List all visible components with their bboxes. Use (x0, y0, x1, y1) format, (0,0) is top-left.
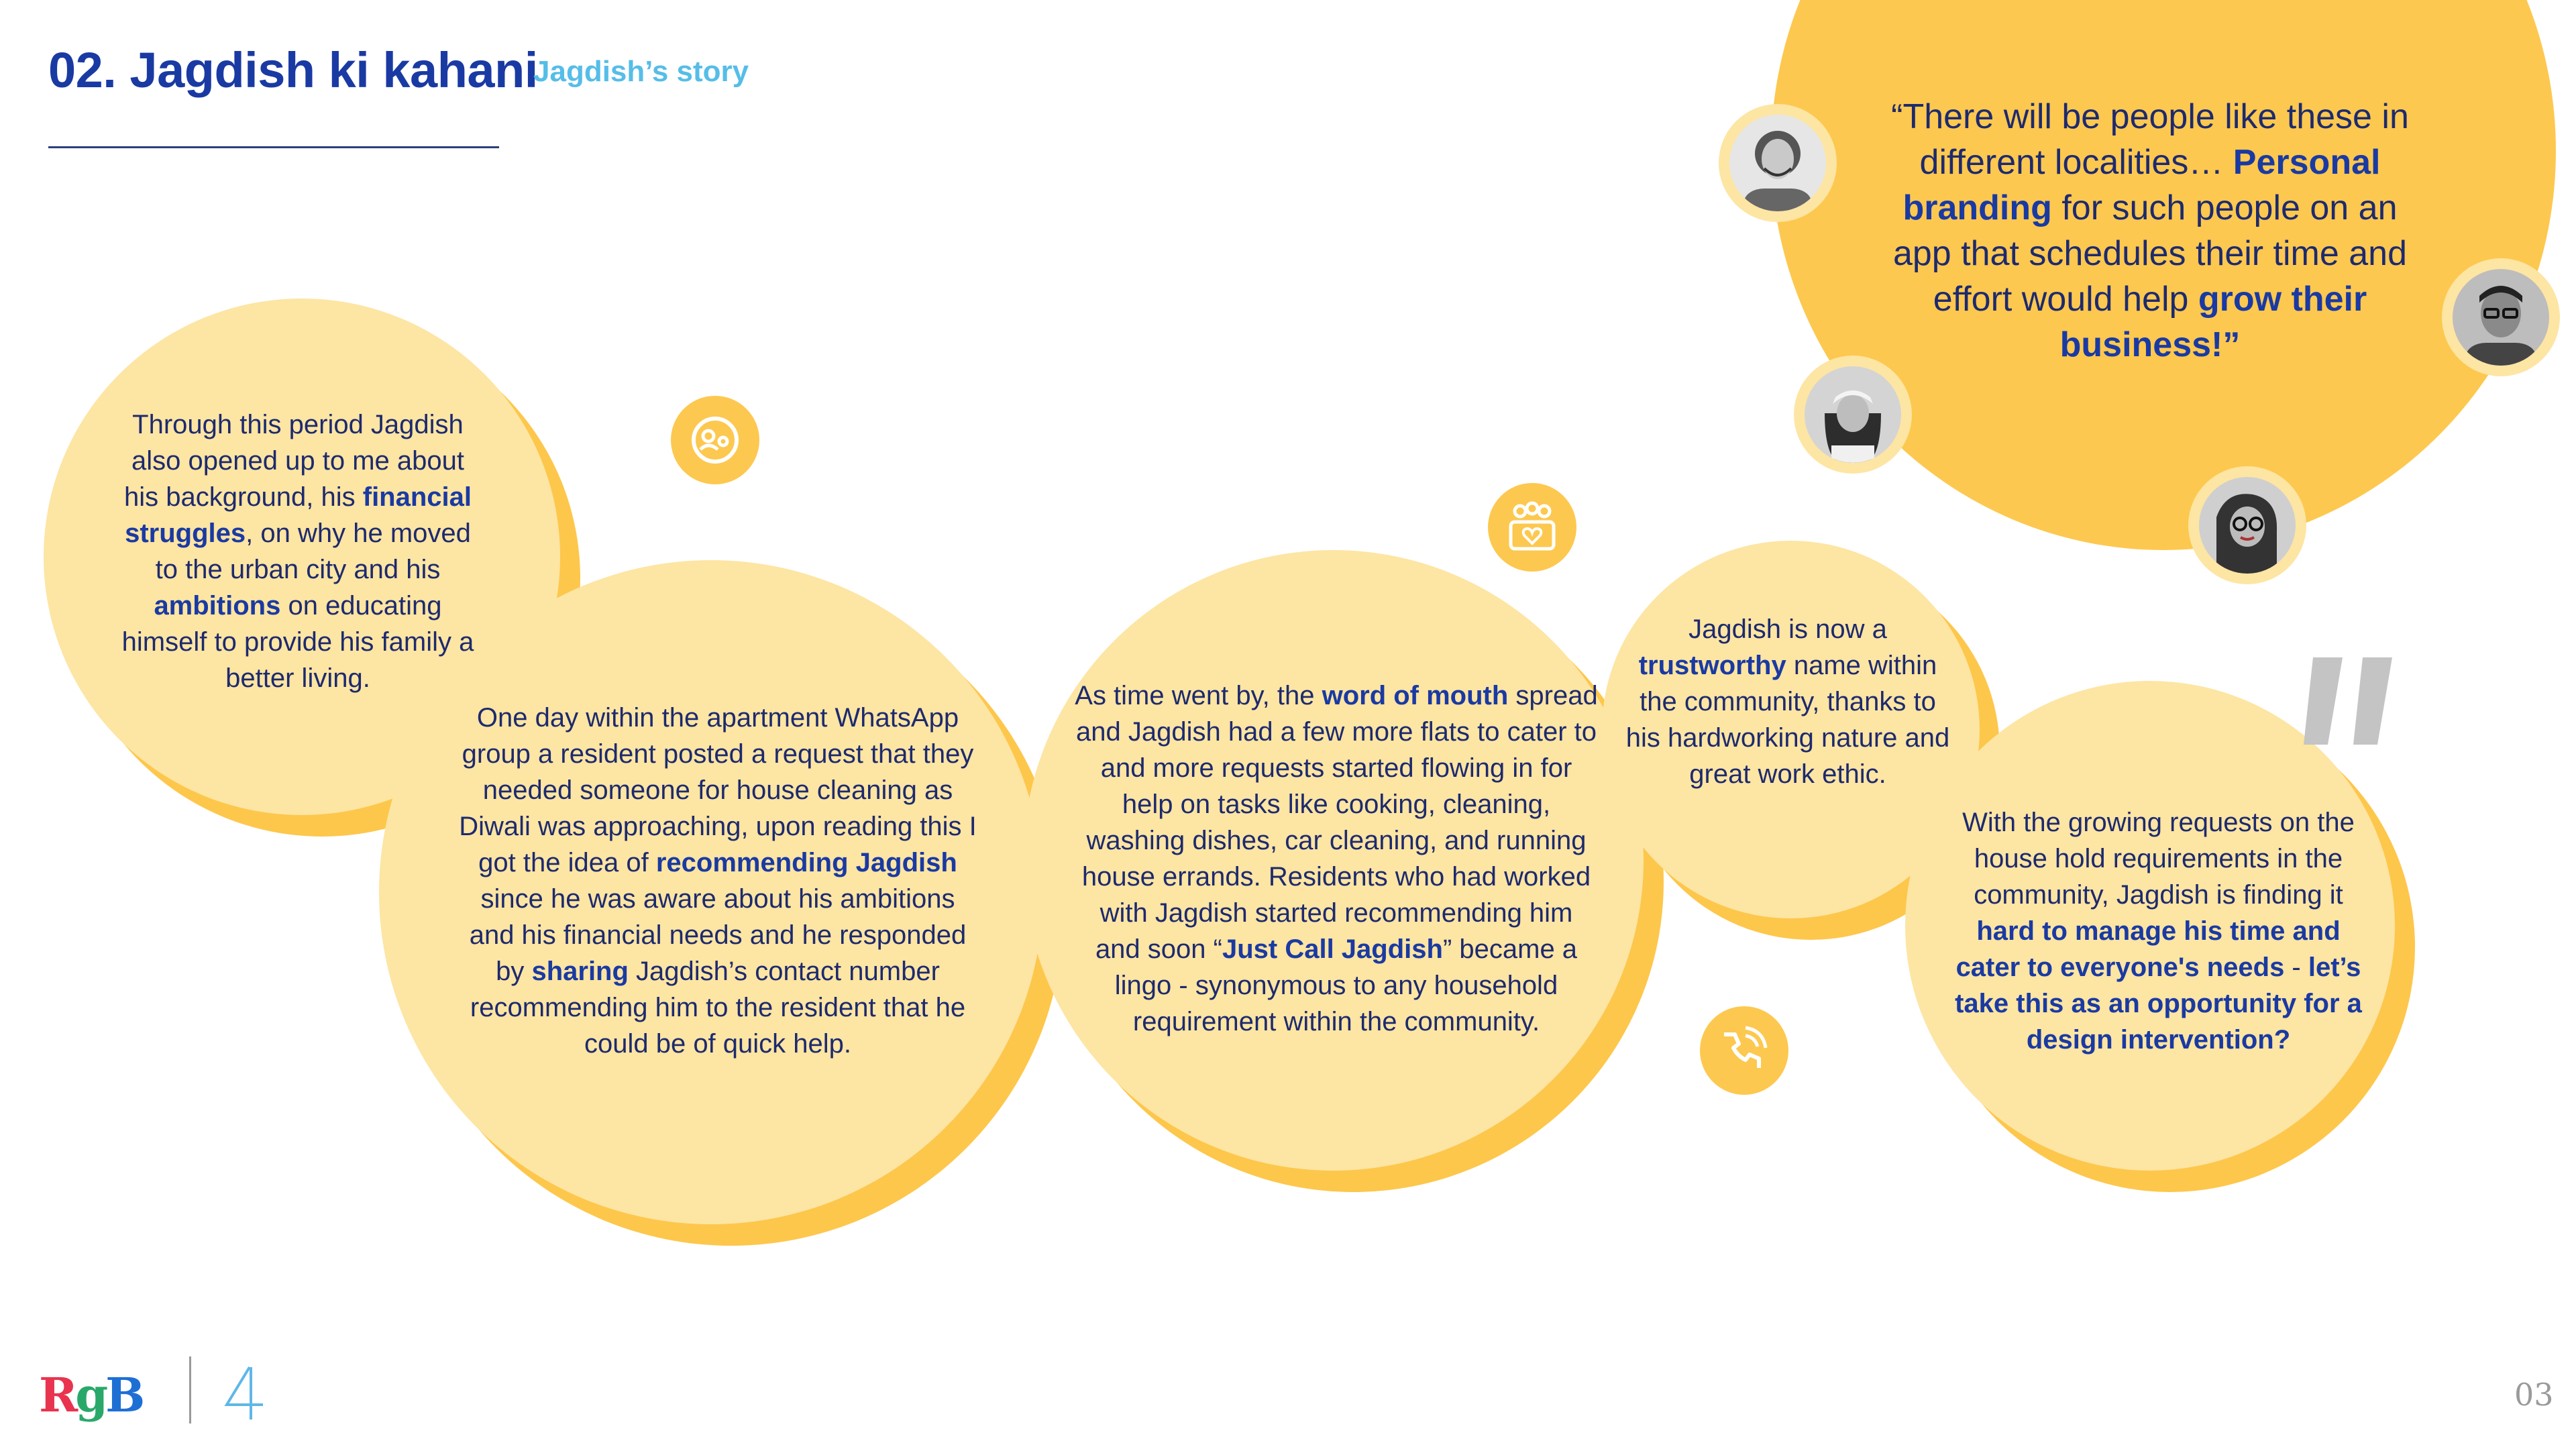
avatar-woman-cap (1794, 356, 1912, 474)
people-connect-icon (671, 396, 759, 484)
story-text-background: Through this period Jagdish also opened up to me about his background, his financial struggles, on why he moved to the urban city and his ambitions on educating himself to provide his family a better living. (121, 410, 474, 693)
quote-highlight: grow their business!” (2059, 280, 2367, 364)
page-number: 03 (2514, 1377, 2554, 1413)
quotation-mark-icon (2301, 644, 2402, 758)
handshake-call-icon (1700, 1006, 1788, 1095)
quote-text: “There will be people like these in different localities… Personal branding for such people on an app that schedules their time and effort would help grow their business!” (1891, 97, 2409, 364)
story-text-word-of-mouth: As time went by, the word of mouth spread and Jagdish had a few more flats to cater to and more requests started flowing in for help on tasks like cooking, cleaning, washing dishes, car cleaning, and running house errands. Residents who had worked with Jagdish started recommending him and soon “Just Call Jagdish” became a lingo - synonymous to any household requirement within the community. (1075, 681, 1598, 1036)
title-divider (48, 146, 499, 148)
four-logo (221, 1363, 268, 1424)
community-heart-icon (1488, 483, 1576, 572)
avatar-glasses-man (2442, 258, 2560, 376)
story-text-trustworthy: Jagdish is now a trustworthy name within the community, thanks to his hardworking nature and great work ethic. (1625, 614, 1950, 789)
avatar-woman-glasses (2188, 466, 2306, 584)
story-text-sharing: One day within the apartment WhatsApp group a resident posted a request that they needed someone for house cleaning as Diwali was approaching, upon reading this I got the idea of recommending Jagdish since he was aware about his ambitions and his financial needs and he responded by sharing Jagdish’s contact number recommending him to the resident that he could be of quick help. (459, 703, 977, 1059)
logo-divider (189, 1356, 191, 1424)
story-text-opportunity: With the growing requests on the house hold requirements in the community, Jagdish is finding it hard to manage his time and cater to everyone's needs - let’s take this as an opportunity for a design intervention? (1955, 808, 2362, 1055)
page-title: 02. Jagdish ki kahani (48, 42, 538, 98)
rgb-logo: RgB (39, 1367, 143, 1423)
avatar-curly-man (1719, 104, 1837, 222)
page-subtitle: Jagdish’s story (533, 55, 749, 88)
quote-highlight: Personal branding (1902, 143, 2381, 227)
